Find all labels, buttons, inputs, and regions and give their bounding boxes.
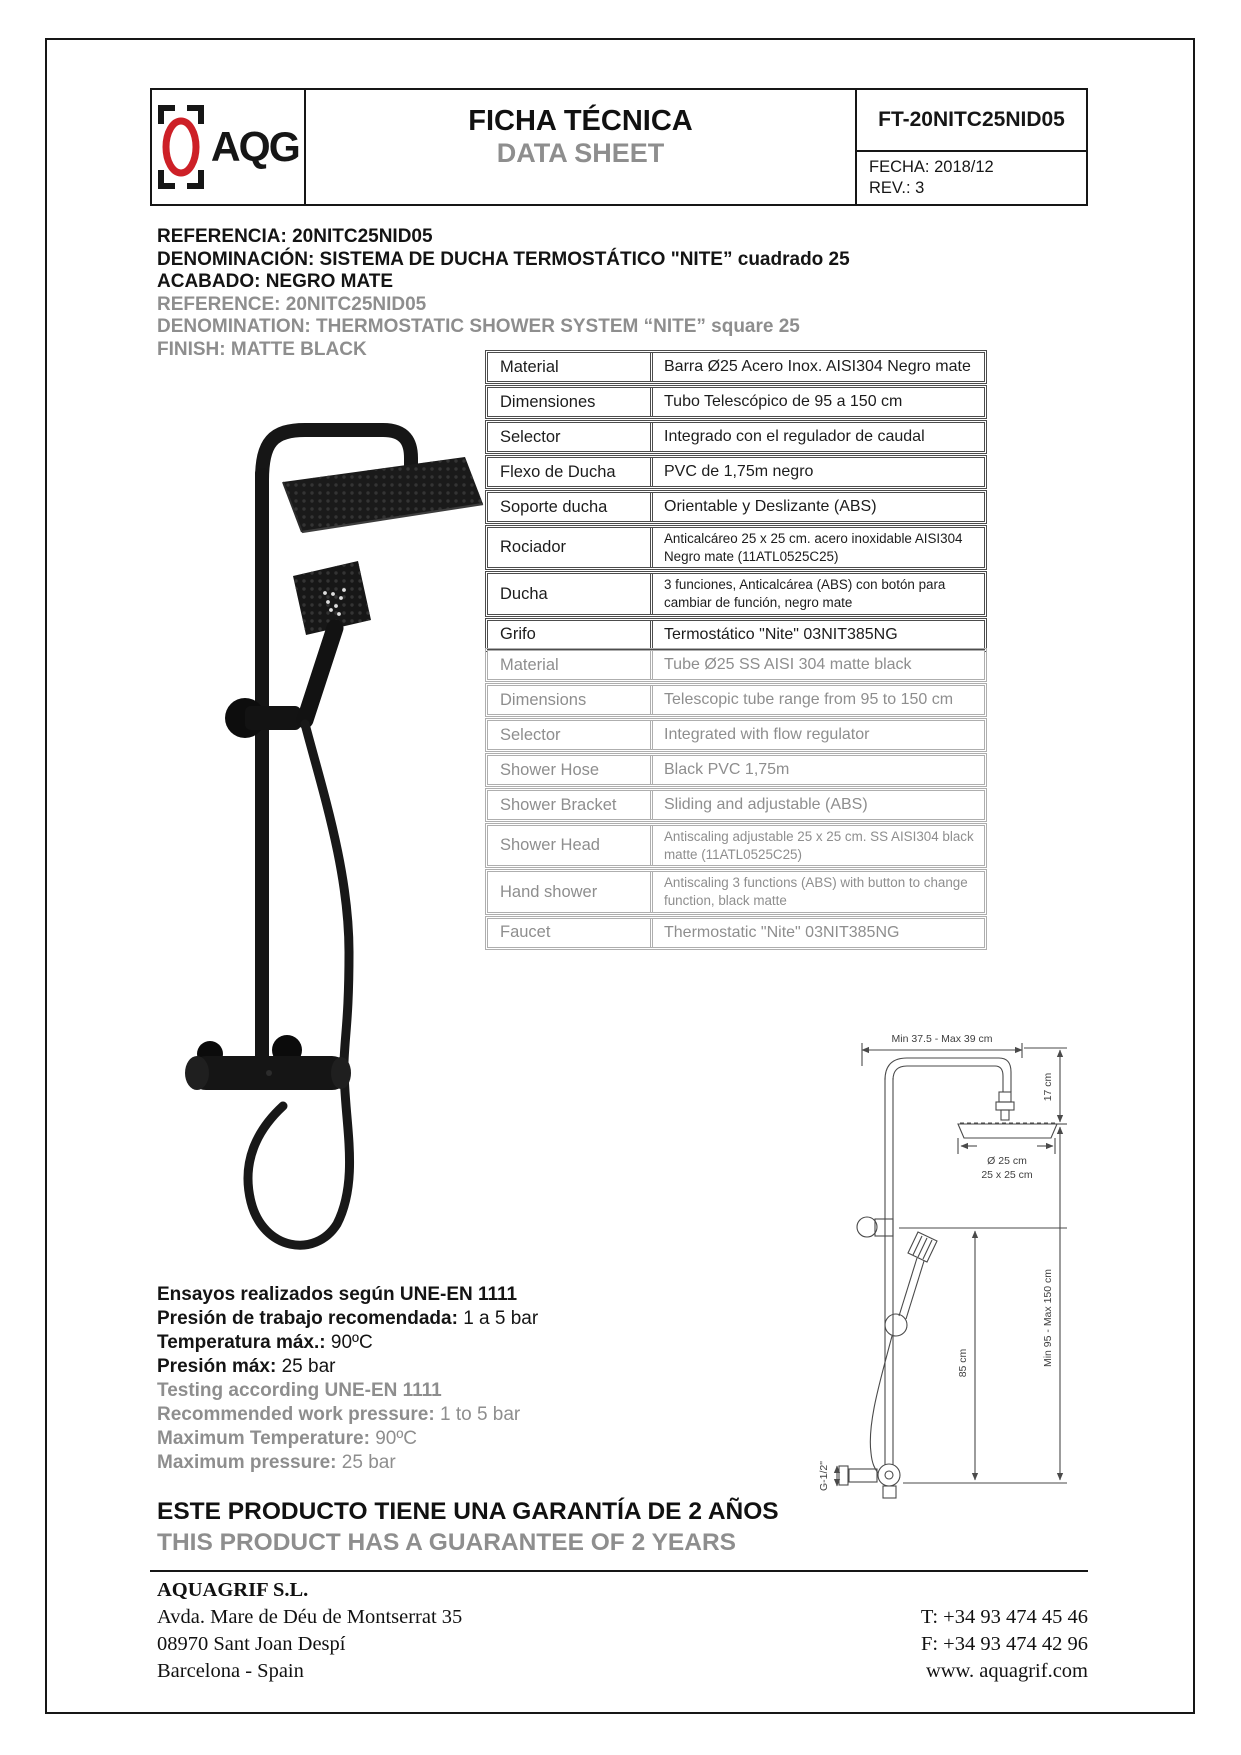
- spec-value: Termostático "Nite" 03NIT385NG: [650, 621, 984, 649]
- spec-value: Sliding and adjustable (ABS): [650, 791, 984, 819]
- spec-label: Material: [500, 655, 559, 674]
- spec-value: Barra Ø25 Acero Inox. AISI304 Negro mate: [650, 353, 984, 381]
- spec-table-english: [487, 650, 985, 953]
- table-row: [487, 790, 985, 820]
- company-name: AQUAGRIF S.L.: [157, 1579, 309, 1601]
- company-address: [157, 1577, 462, 1685]
- table-row: [487, 685, 985, 715]
- spec-label: Dimensiones: [500, 392, 596, 411]
- testing-value: 1 a 5 bar: [457, 1308, 539, 1329]
- testing-line-es: [157, 1331, 717, 1355]
- spec-label: Rociador: [500, 538, 567, 557]
- testing-value: 1 to 5 bar: [434, 1404, 521, 1425]
- spec-value: Black PVC 1,75m: [650, 756, 984, 784]
- table-row: [487, 650, 985, 680]
- testing-value: 90ºC: [369, 1428, 418, 1449]
- contact-line: F: +34 93 474 42 96: [920, 1633, 1088, 1655]
- contact-line: www. aquagrif.com: [925, 1660, 1088, 1682]
- header: [150, 88, 1088, 206]
- testing-value: 25 bar: [276, 1356, 336, 1377]
- testing-en: [157, 1379, 717, 1475]
- spec-label: Selector: [500, 725, 561, 744]
- doc-title-es: FICHA TÉCNICA: [468, 105, 693, 137]
- table-row: [487, 871, 985, 912]
- testing-label: Presión máx:: [157, 1356, 277, 1377]
- spec-label: Shower Head: [500, 836, 600, 855]
- address-line: Avda. Mare de Déu de Montserrat 35: [157, 1606, 463, 1628]
- table-row: [487, 492, 985, 522]
- logo-brand-text: AQG: [210, 123, 299, 170]
- dim-top-label: Min 37.5 - Max 39 cm: [891, 1033, 993, 1045]
- address-line: 08970 Sant Joan Despí: [157, 1633, 346, 1655]
- testing-label: Maximum Temperature:: [157, 1428, 370, 1449]
- spec-value: Thermostatic "Nite" 03NIT385NG: [650, 919, 984, 947]
- spec-label: Dimensions: [500, 690, 587, 709]
- address-lines: [157, 1604, 462, 1685]
- testing-line-en: [157, 1403, 717, 1427]
- product-info-line-es: REFERENCIA: 20NITC25NID05: [157, 226, 433, 247]
- testing-line-en: [157, 1379, 717, 1403]
- drawing-faucet: [839, 1464, 900, 1498]
- contact-line: T: +34 93 474 45 46: [920, 1606, 1088, 1628]
- testing-value: 90ºC: [325, 1332, 373, 1353]
- doc-code: FT-20NITC25NID05: [857, 90, 1086, 152]
- spec-label: Shower Hose: [500, 760, 600, 779]
- warranty-block: [157, 1496, 857, 1558]
- table-row: [487, 825, 985, 866]
- product-info: [157, 226, 937, 361]
- doc-title: [304, 90, 855, 204]
- testing-label: Testing according UNE-EN 1111: [157, 1380, 442, 1401]
- footer-divider: [150, 1570, 1088, 1572]
- product-photo: [165, 362, 490, 1262]
- hand-shower: [293, 561, 371, 720]
- spec-label: Ducha: [500, 584, 548, 603]
- product-info-en: [157, 294, 937, 362]
- doc-code-block: [855, 90, 1086, 204]
- dim-total-label: Min 95 - Max 150 cm: [1042, 1268, 1054, 1368]
- product-info-line-en: FINISH: MATTE BLACK: [157, 338, 367, 360]
- spec-value: Tubo Telescópico de 95 a 150 cm: [650, 388, 984, 416]
- doc-meta: [857, 152, 1086, 204]
- warranty-es: ESTE PRODUCTO TIENE UNA GARANTÍA DE 2 AÑOS: [157, 1498, 779, 1525]
- dim-head-diameter-label: Ø 25 cm: [987, 1155, 1027, 1167]
- drawing-shower-head: [958, 1123, 1057, 1138]
- testing-line-es: [157, 1355, 717, 1379]
- testing-value: 25 bar: [336, 1452, 396, 1473]
- testing-label: Ensayos realizados según UNE-EN 1111: [157, 1284, 518, 1305]
- spec-value: Integrated with flow regulator: [650, 721, 984, 749]
- testing-line-es: [157, 1283, 717, 1307]
- spec-value: Telescopic tube range from 95 to 150 cm: [650, 686, 984, 714]
- spec-label: Soporte ducha: [500, 497, 608, 516]
- company-contact: [921, 1604, 1088, 1685]
- dim-head-height-label: 17 cm: [1042, 1072, 1054, 1102]
- table-row: [487, 422, 985, 452]
- spec-table-spanish: [487, 352, 985, 655]
- product-info-line-en: REFERENCE: 20NITC25NID05: [157, 293, 427, 315]
- spec-value: 3 funciones, Anticalcárea (ABS) con botón para cambiar de función, negro mate: [650, 574, 984, 613]
- address-line: Barcelona - Spain: [157, 1660, 304, 1682]
- testing-block: [157, 1283, 717, 1475]
- table-row: [487, 387, 985, 417]
- testing-line-es: [157, 1307, 717, 1331]
- testing-es: [157, 1283, 717, 1379]
- dim-head-size-label: 25 x 25 cm: [981, 1169, 1033, 1181]
- spec-label: Selector: [500, 427, 561, 446]
- spec-value: Orientable y Deslizante (ABS): [650, 493, 984, 521]
- spec-value: Antiscaling 3 functions (ABS) with button to change function, black matte: [650, 872, 984, 911]
- spec-value: Antiscaling adjustable 25 x 25 cm. SS AISI304 black matte (11ATL0525C25): [650, 826, 984, 865]
- dim-bar-label: 85 cm: [957, 1348, 969, 1378]
- spec-value: Tube Ø25 SS AISI 304 matte black: [650, 651, 984, 679]
- doc-revision: REV.: 3: [869, 179, 925, 197]
- product-info-line-es: ACABADO: NEGRO MATE: [157, 271, 394, 292]
- testing-label: Temperatura máx.:: [157, 1332, 326, 1353]
- logo: [152, 90, 304, 204]
- testing-label: Recommended work pressure:: [157, 1404, 435, 1425]
- logo-mark-icon: [157, 104, 205, 190]
- testing-label: Presión de trabajo recomendada:: [157, 1308, 458, 1329]
- riser-pole: [255, 468, 269, 1068]
- spec-label: Hand shower: [500, 882, 598, 901]
- testing-label: Maximum pressure:: [157, 1452, 337, 1473]
- warranty-en: THIS PRODUCT HAS A GUARANTEE OF 2 YEARS: [157, 1529, 736, 1556]
- table-row: [487, 527, 985, 568]
- spec-value: Anticalcáreo 25 x 25 cm. acero inoxidable AISI304 Negro mate (11ATL0525C25): [650, 528, 984, 567]
- spec-label: Flexo de Ducha: [500, 462, 616, 481]
- spec-value: PVC de 1,75m negro: [650, 458, 984, 486]
- footer: [157, 1577, 1088, 1685]
- dim-connection-label: G-1/2": [818, 1461, 830, 1491]
- table-row: [487, 573, 985, 614]
- table-row: [487, 918, 985, 948]
- doc-title-en: DATA SHEET: [496, 138, 665, 168]
- table-row: [487, 457, 985, 487]
- spec-value: Integrado con el regulador de caudal: [650, 423, 984, 451]
- spec-label: Grifo: [500, 625, 536, 644]
- spec-label: Faucet: [500, 923, 551, 942]
- table-row: [487, 620, 985, 650]
- product-info-line-en: DENOMINATION: THERMOSTATIC SHOWER SYSTEM “NITE” square 25: [157, 316, 800, 337]
- doc-date: FECHA: 2018/12: [869, 158, 994, 176]
- technical-drawing: [715, 1028, 1075, 1508]
- spec-label: Material: [500, 357, 559, 376]
- testing-line-en: [157, 1451, 717, 1475]
- product-info-line-es: DENOMINACIÓN: SISTEMA DE DUCHA TERMOSTÁTICO "NITE” cuadrado 25: [157, 248, 850, 270]
- rain-shower-head: [283, 457, 483, 532]
- spec-label: Shower Bracket: [500, 795, 617, 814]
- testing-line-en: [157, 1427, 717, 1451]
- table-row: [487, 352, 985, 382]
- table-row: [487, 720, 985, 750]
- product-info-es: [157, 226, 937, 294]
- table-row: [487, 755, 985, 785]
